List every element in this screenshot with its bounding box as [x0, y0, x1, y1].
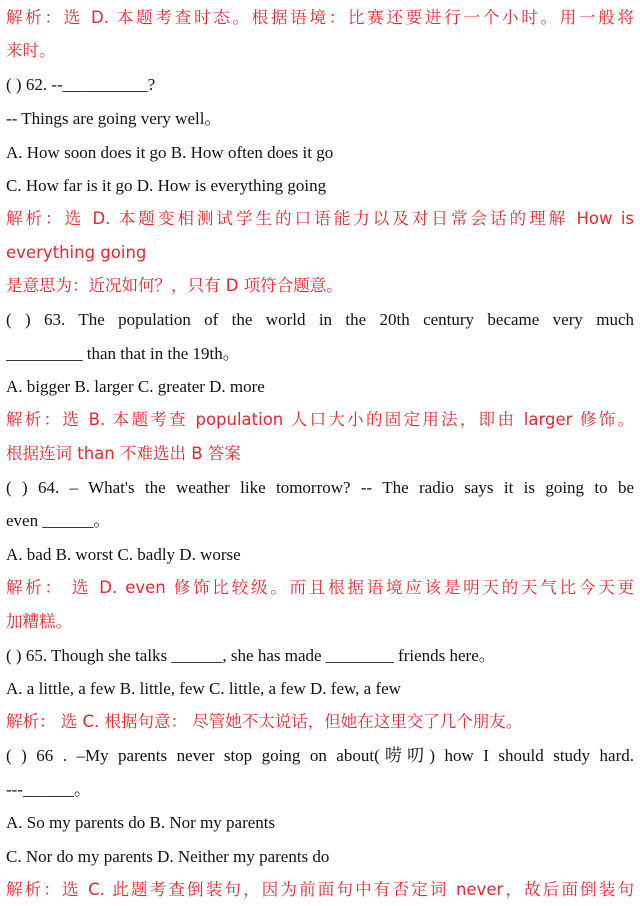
- options-line: C. Nor do my parents D. Neither my parents do: [6, 847, 330, 866]
- options-line: A. bad B. worst C. badly D. worse: [6, 545, 241, 564]
- explanation-line: 是意思为：近况如何？，只有 D 项符合题意。: [6, 276, 343, 295]
- explanation-line: 解析：选 D. 本题考查时态。根据语境：比赛还要进行一个小时。用一般将: [6, 8, 634, 27]
- explanation-line: 解析：选 D. 本题变相测试学生的口语能力以及对日常会话的理解 How is: [6, 209, 634, 228]
- options-line: A. bigger B. larger C. greater D. more: [6, 377, 265, 396]
- question-line: ---______。: [6, 780, 91, 799]
- explanation-line: everything going: [6, 243, 147, 262]
- question-line: ( ) 62. --__________?: [6, 75, 156, 94]
- question-line: ( ) 66 . –My parents never stop going on about(唠叨) how I should study hard.: [6, 746, 634, 765]
- question-line: -- Things are going very well。: [6, 109, 222, 128]
- explanation-line: 根据连词 than 不难选出 B 答案: [6, 444, 241, 463]
- options-line: A. How soon does it go B. How often does it go: [6, 143, 334, 162]
- options-line: A. a little, a few B. little, few C. little, a few D. few, a few: [6, 679, 401, 698]
- explanation-line: 解析： 选 D. even 修饰比较级。而且根据语境应该是明天的天气比今天更: [6, 578, 634, 597]
- question-line: ( ) 64. – What's the weather like tomorrow? -- The radio says it is going to be: [6, 478, 634, 497]
- explanation-line: 解析： 选 C. 根据句意： 尽管她不太说话，但她在这里交了几个朋友。: [6, 712, 523, 731]
- explanation-line: 加糟糕。: [6, 612, 72, 631]
- question-line: _________ than that in the 19th。: [6, 344, 240, 363]
- explanation-line: 解析：选 B. 本题考查 population 人口大小的固定用法，即由 larger 修饰。: [6, 410, 634, 429]
- explanation-line: 解析：选 C. 此题考查倒装句，因为前面句中有否定词 never，故后面倒装句: [6, 880, 634, 899]
- question-line: ( ) 63. The population of the world in the 20th century became very much: [6, 310, 634, 329]
- explanation-line: 来时。: [6, 41, 56, 60]
- question-line: ( ) 65. Though she talks ______, she has made ________ friends here。: [6, 646, 496, 665]
- question-line: even ______。: [6, 511, 111, 530]
- options-line: A. So my parents do B. Nor my parents: [6, 813, 276, 832]
- options-line: C. How far is it go D. How is everything going: [6, 176, 327, 195]
